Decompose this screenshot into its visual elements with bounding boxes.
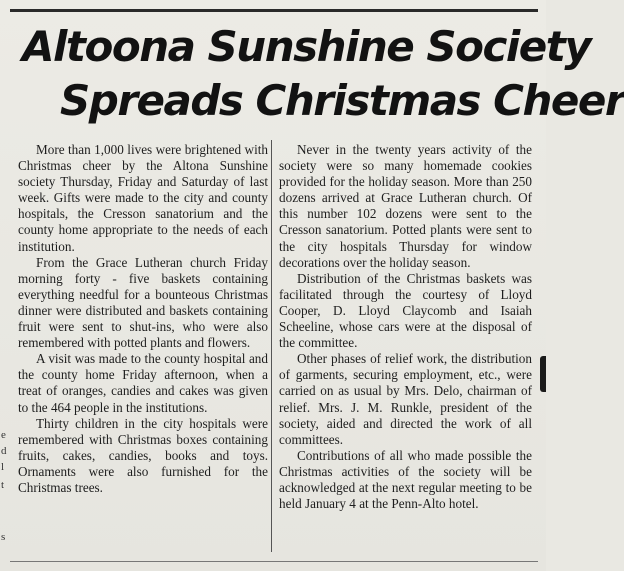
article-paragraph: Thirty children in the city hospitals were remembered with Christmas boxes containing fruits, cakes, candies, books and toys. Ornaments were also furnished for the Christmas trees. bbox=[18, 415, 268, 495]
column-divider bbox=[271, 140, 272, 552]
article-paragraph: A visit was made to the county hospital and the county home Friday afternoon, when a treat of oranges, candies and cakes was given to the 464 people in the institutions. bbox=[18, 351, 268, 415]
top-rule bbox=[10, 9, 538, 12]
margin-fragment: e bbox=[1, 429, 6, 441]
margin-fragment: t bbox=[1, 479, 5, 491]
article-paragraph: From the Grace Lutheran church Friday morning forty - five baskets containing everything needful for a bounteous Christmas dinner were distributed and baskets containing fruit were sent to shut-ins, who were also remembered with potted plants and flowers. bbox=[18, 254, 268, 351]
ink-blot bbox=[540, 356, 546, 392]
article-paragraph: More than 1,000 lives were brightened with Christmas cheer by the Altona Sunshine society Thursday, Friday and Saturday of last week. Gifts were made to the city and county hospitals, the Cresson sanatorium and the county home appropriate to the needs of each institution. bbox=[18, 142, 268, 254]
article-paragraph: Never in the twenty years activity of the society were so many homemade cookies provided for the holiday season. More than 250 dozens arrived at Grace Lutheran church. Of this number 102 dozens were sent to the Cresson sanatorium. Potted plants were sent to the city hospitals Thursday for window decorations over the holiday season. bbox=[279, 142, 532, 270]
bottom-rule bbox=[10, 561, 538, 562]
left-margin-fragments bbox=[0, 12, 10, 571]
headline-line-2: Spreads Christmas Cheer bbox=[60, 76, 624, 125]
article-column-left bbox=[18, 142, 268, 496]
margin-fragment: l bbox=[1, 461, 5, 473]
article-paragraph: Other phases of relief work, the distribution of garments, securing employment, etc., were carried on as usual by Mrs. Delo, chairman of relief. Mrs. J. M. Runkle, president of the society, aided and directed the work of all committees. bbox=[279, 351, 532, 447]
article-column-right bbox=[279, 142, 532, 512]
margin-fragment: d bbox=[1, 445, 7, 457]
article-paragraph: Distribution of the Christmas baskets was facilitated through the courtesy of Lloyd Cooper, D. Lloyd Claycomb and Isaiah Scheeline, whose cars were at the disposal of the committee. bbox=[279, 270, 532, 351]
headline-line-1: Altoona Sunshine Society bbox=[22, 22, 591, 71]
margin-fragment: s bbox=[1, 531, 6, 543]
article-paragraph: Contributions of all who made possible the Christmas activities of the society will be acknowledged at the next regular meeting to be held January 4 at the Penn-Alto hotel. bbox=[279, 447, 532, 512]
